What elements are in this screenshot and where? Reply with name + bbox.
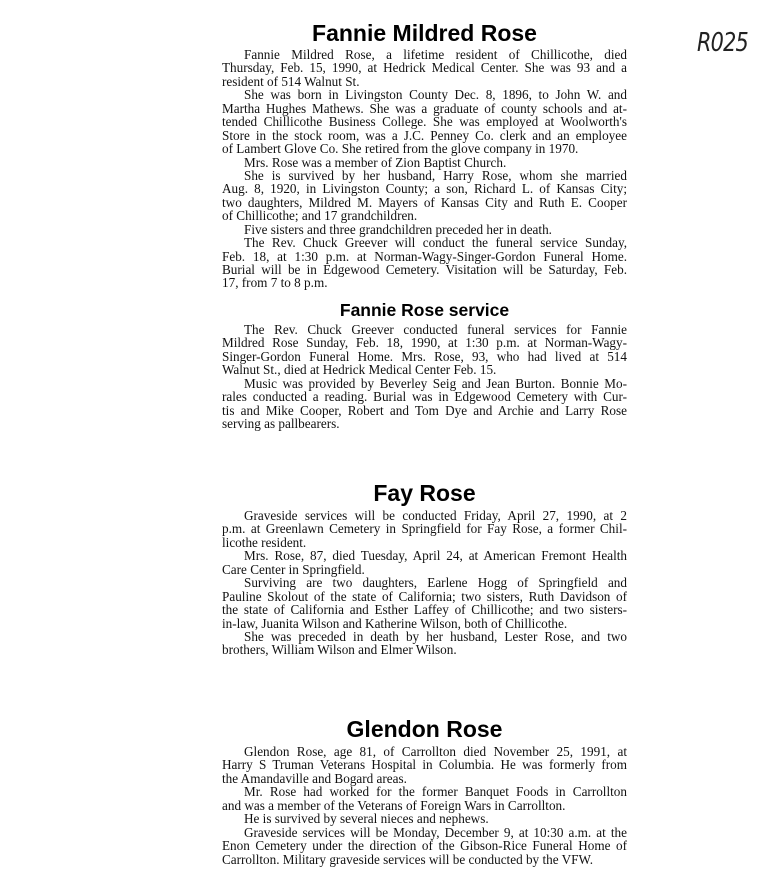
text-line: resident of 514 Walnut St. bbox=[222, 73, 360, 89]
text-line: Thursday, Feb. 15, 1990, at Hedrick Medical Center. She was 93 and a bbox=[222, 60, 627, 76]
text-line: The Rev. Chuck Greever conducted funeral services for Fannie bbox=[244, 322, 627, 337]
obituary-title: Fay Rose bbox=[373, 480, 476, 506]
text-line: of Chillicothe; and 17 grandchildren. bbox=[222, 208, 418, 224]
text-line: Music was provided by Beverley Seig and Jean Burton. Bonnie Mo- bbox=[244, 375, 627, 391]
text-line: He is survived by several nieces and nephews. bbox=[244, 811, 489, 827]
text-line: Fannie Mildred Rose, a lifetime resident of Chillicothe, died bbox=[244, 47, 627, 62]
text-line: two daughters, Mildred M. Mayers of Kansas City and Ruth E. Cooper bbox=[222, 194, 627, 210]
text-line: Carrollton. Military graveside services will be conducted by the VFW. bbox=[222, 851, 594, 867]
text-line: Glendon Rose, age 81, of Carrollton died November 25, 1991, at bbox=[244, 744, 627, 759]
text-line: brothers, William Wilson and Elmer Wilson. bbox=[222, 642, 457, 658]
text-line: Harry S Truman Veterans Hospital in Columbia. He was formerly from bbox=[222, 757, 627, 773]
obituary-body bbox=[222, 48, 627, 290]
obituary-body bbox=[222, 509, 627, 657]
text-line: Five sisters and three grandchildren preceded her in death. bbox=[244, 221, 552, 237]
text-line: She was born in Livingston County Dec. 8, 1896, to John W. and bbox=[244, 87, 627, 103]
text-line: tis and Mike Cooper, Robert and Tom Dye and Archie and Larry Rose bbox=[222, 402, 627, 418]
text-line: Enon Cemetery under the direction of the Gibson-Rice Funeral Home of bbox=[222, 838, 627, 854]
text-line: Mrs. Rose was a member of Zion Baptist Church. bbox=[244, 154, 507, 170]
text-line: Singer-Gordon Funeral Home. Mrs. Rose, 93, who had lived at 514 bbox=[222, 348, 627, 364]
obituary-body bbox=[222, 323, 627, 431]
text-line: in-law, Juanita Wilson and Katherine Wilson, both of Chillicothe. bbox=[222, 615, 568, 631]
text-line: Aug. 8, 1920, in Livingston County; a son, Richard L. of Kansas City; bbox=[222, 181, 627, 197]
text-line: She was preceded in death by her husband, Lester Rose, and two bbox=[244, 628, 627, 644]
text-line: Surviving are two daughters, Earlene Hogg of Springfield and bbox=[244, 575, 627, 591]
text-line: the state of California and Esther Laffey of Chillicothe; and two sisters- bbox=[222, 602, 627, 618]
text-line: Pauline Skolout of the state of California; two sisters, Ruth Davidson of bbox=[222, 588, 627, 604]
text-line: Graveside services will be conducted Friday, April 27, 1990, at 2 bbox=[244, 508, 627, 523]
text-line: Walnut St., died at Hedrick Medical Center Feb. 15. bbox=[222, 362, 497, 378]
text-line: rales conducted a reading. Burial was in Edgewood Cemetery with Cur- bbox=[222, 389, 627, 405]
text-line: of Lambert Glove Co. She retired from the glove company in 1970. bbox=[222, 141, 579, 157]
handwritten-note: R025 bbox=[697, 28, 748, 58]
text-line: and was a member of the Veterans of Foreign Wars in Carrollton. bbox=[222, 797, 566, 813]
text-line: p.m. at Greenlawn Cemetery in Springfield for Fay Rose, a former Chil- bbox=[222, 521, 627, 537]
text-line: Feb. 18, at 1:30 p.m. at Norman-Wagy-Singer-Gordon Funeral Home. bbox=[222, 248, 627, 264]
text-line: 17, from 7 to 8 p.m. bbox=[222, 275, 328, 291]
text-line: Mildred Rose Sunday, Feb. 18, 1990, at 1:30 p.m. at Norman-Wagy- bbox=[222, 335, 627, 351]
text-line: Burial will be in Edgewood Cemetery. Visitation will be Saturday, Feb. bbox=[222, 262, 627, 277]
obituary-title: Glendon Rose bbox=[346, 716, 503, 742]
text-line: The Rev. Chuck Greever will conduct the funeral service Sunday, bbox=[244, 235, 627, 251]
text-line: serving as pallbearers. bbox=[222, 416, 340, 432]
text-line: tended Chillicothe Business College. She was employed at Woolworth's bbox=[222, 114, 627, 130]
text-line: the Amandaville and Bogard areas. bbox=[222, 770, 407, 786]
obituary-body bbox=[222, 745, 627, 866]
text-line: Mr. Rose had worked for the former Banquet Foods in Carrollton bbox=[244, 784, 627, 800]
text-line: Care Center in Springfield. bbox=[222, 561, 365, 577]
text-line: licothe resident. bbox=[222, 534, 307, 550]
obituary-title: Fannie Mildred Rose bbox=[312, 20, 537, 46]
text-line: She is survived by her husband, Harry Rose, whom she married bbox=[244, 167, 627, 183]
text-line: Store in the stock room, was a J.C. Penney Co. clerk and an employee bbox=[222, 127, 627, 143]
obituary-title: Fannie Rose service bbox=[339, 300, 510, 320]
text-line: Graveside services will be Monday, December 9, at 10:30 a.m. at the bbox=[244, 824, 627, 840]
text-line: Mrs. Rose, 87, died Tuesday, April 24, at American Fremont Health bbox=[244, 548, 627, 564]
text-line: Martha Hughes Mathews. She was a graduate of county schools and at- bbox=[222, 100, 627, 116]
